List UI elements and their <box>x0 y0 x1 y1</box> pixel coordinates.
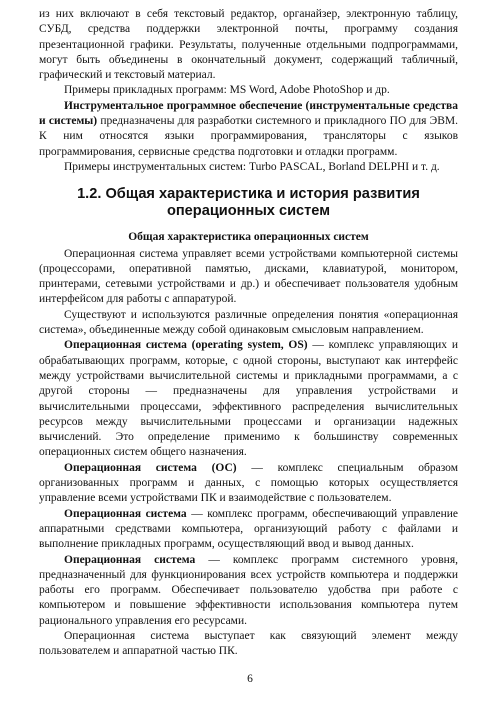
paragraph-tool-software <box>39 99 458 160</box>
definition-tool-software: предназначены для разработки системного и прикладного ПО для ЭВМ. К ним относятся языки программирования, трансляторы с языков программирования, сервисные средства подготовки и отладки программ. <box>39 115 458 158</box>
paragraph-os-manages: Операционная система управляет всеми устройствами компьютерной системы (процессорами, оперативной памятью, дисками, клавиатурой, монитором, принтерами, сетевыми устройствами и др.) и обеспечивает пользователя удобным интерфейсом для работы с аппаратурой. <box>39 247 458 306</box>
paragraph-os-link: Операционная система выступает как связующий элемент между пользователем и аппаратной частью ПК. <box>39 629 458 658</box>
paragraph-definition-2 <box>39 461 458 507</box>
term-os-3: Операционная система <box>64 507 187 520</box>
page-content <box>39 7 458 660</box>
definition-os-1: — комплекс управляющих и обрабатывающих программ, которые, с одной стороны, выступают как интерфейс между устройствами вычислительной системы и прикладными программами, а с другой стороны — предназначены для управления устройствами и вычислительными процессами, эффективного распределения вычислительных ресурсов между вычислительными процессами и организации надежных вычислений. Это определение применимо к большинству современных операционных систем общего назначения. <box>39 339 458 459</box>
paragraph-office-suite: из них включают в себя текстовый редактор, органайзер, электронную таблицу, СУБД, средства поддержки электронной почты, программу создания презентационной графики. Результаты, полученные отдельными подпрограммами, могут быть объединены в окончательный документ, содержащий табличный, графический и текстовый материал. <box>39 8 458 82</box>
section-heading: 1.2. Общая характеристика и история развития операционных систем <box>77 186 420 220</box>
definition-os-2: — комплекс специальным образом организованных программ и данных, с помощью которых осуществляется управление всеми устройствами ПК и взаимодействие с пользователем. <box>39 461 458 505</box>
paragraph-definition-1 <box>39 338 458 460</box>
subsection-heading: Общая характеристика операционных систем <box>128 231 369 244</box>
paragraph-definitions-intro: Существуют и используются различные определения понятия «операционная система», объединенные между собой одинаковым смысловым направлением. <box>39 308 458 337</box>
paragraph-tool-examples: Примеры инструментальных систем: Turbo PASCAL, Borland DELPHI и т. д. <box>64 160 440 173</box>
paragraph-definition-4 <box>39 553 458 629</box>
page-number: 6 <box>247 673 253 685</box>
term-os-1: Операционная система (operating system, OS) <box>64 339 308 352</box>
definition-os-4: — комплекс программ системного уровня, предназначенный для функционирования всех устройств компьютера и поддержки работы его программ. Обеспечивает пользователю удобства при работе с компьютером и повышение эффективности использования компьютера путем рационального управления его ресурсами. <box>39 553 458 627</box>
paragraph-application-examples: Примеры прикладных программ: MS Word, Adobe PhotoShop и др. <box>64 84 390 97</box>
term-os-2: Операционная система (ОС) <box>64 461 237 474</box>
definition-os-3: — комплекс программ, обеспечивающий управление аппаратными средствами компьютера, организующий работу с файлами и выполнение прикладных программ, осуществляющий ввод и вывод данных. <box>39 507 459 551</box>
term-os-4: Операционная система <box>64 553 196 566</box>
term-tool-software: Инструментальное программное обеспечение (инструментальные средства и системы) <box>39 99 458 128</box>
paragraph-definition-3 <box>39 507 458 553</box>
